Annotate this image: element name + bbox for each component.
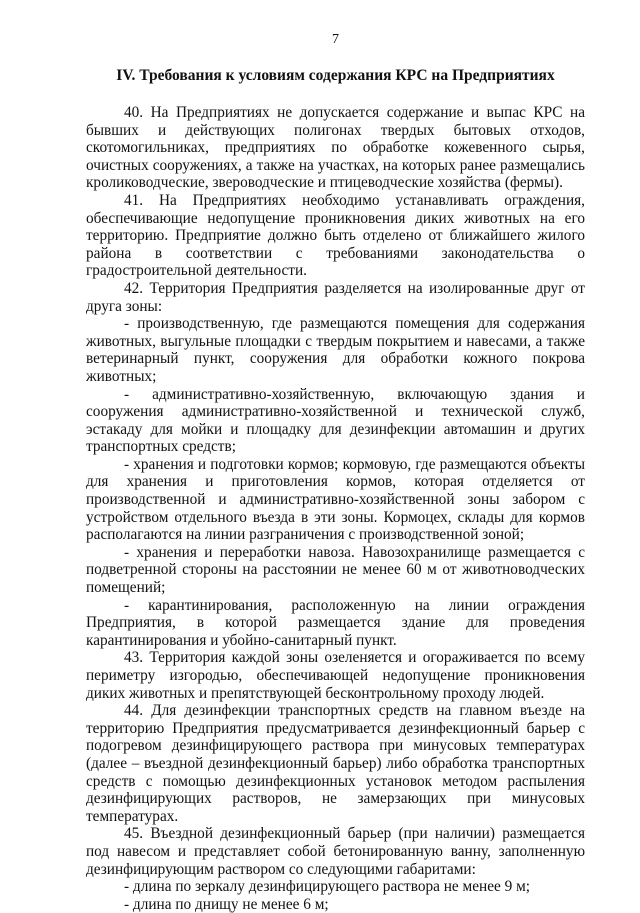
section-title: IV. Требования к условиям содержания КРС на Предприятиях [116, 67, 555, 84]
list-item-feed-zone: - хранения и подготовки кормов; кормовую, где размещаются объекты для хранения и приготовления кормов, которая отделяется от производственной и административно-хозяйственной зоны забором с устройством отдельного въезда в эти зоны. Кормоцех, склады для кормов располагаются на линии разграничения с производственной зоной; [86, 455, 585, 544]
paragraph-40: 40. На Предприятиях не допускается содержание и выпас КРС на бывших и действующих полигонах твердых бытовых отходов, скотомогильниках, предприятиях по обработке кожевенного сырья, очистных сооружениях, а также на участках, на которых ранее размещались кролиководческие, звероводческие и птицеводческие хозяйства (фермы). [86, 104, 585, 192]
list-item-manure-zone: - хранения и переработки навоза. Навозохранилище размещается с подветренной стороны на расстоянии не менее 60 м от животноводческих помещений; [86, 543, 585, 597]
page-number: 7 [332, 32, 339, 47]
document-body [86, 104, 585, 913]
list-item-mirror-length: - длина по зеркалу дезинфицирующего раствора не менее 9 м; [124, 878, 530, 896]
paragraph-43: 43. Территория каждой зоны озеленяется и огораживается по всему периметру изгородью, обеспечивающей недопущение проникновения диких животных и препятствующей бесконтрольному проходу людей. [86, 649, 585, 702]
list-item-administrative-zone: - административно-хозяйственную, включающую здания и сооружения административно-хозяйственной и технической служб, эстакаду для мойки и площадку для дезинфекции автомашин и других транспортных средств; [86, 385, 585, 456]
paragraph-42: 42. Территория Предприятия разделяется на изолированные друг от друга зоны: [86, 279, 585, 315]
list-item-production-zone: - производственную, где размещаются помещения для содержания животных, выгульные площадки с твердым покрытием и навесами, а также ветеринарный пункт, сооружения для обработки кожного покрова животных; [86, 315, 585, 385]
paragraph-41: 41. На Предприятиях необходимо устанавливать ограждения, обеспечивающие недопущение проникновения диких животных на его территорию. Предприятие должно быть отделено от ближайшего жилого района в соответствии с требованиями законодательства о градостроительной деятельности. [86, 191, 585, 280]
paragraph-44: 44. Для дезинфекции транспортных средств на главном въезде на территорию Предприятия предусматривается дезинфекционный барьер с подогревом дезинфицирующего раствора при минусовых температурах (далее – въездной дезинфекционный барьер) либо обработка транспортных средств с помощью дезинфекционных установок методом распыления дезинфицирующих растворов, не замерзающих при минусовых температурах. [86, 702, 585, 825]
list-item-quarantine-zone: - карантинирования, расположенную на линии ограждения Предприятия, в которой размещается здание для проведения карантинирования и убойно-санитарный пункт. [86, 596, 585, 649]
paragraph-45: 45. Въездной дезинфекционный барьер (при наличии) размещается под навесом и представляет собой бетонированную ванну, заполненную дезинфицирующим раствором со следующими габаритами: [86, 825, 585, 878]
list-item-bottom-length: - длина по днищу не менее 6 м; [124, 895, 329, 913]
